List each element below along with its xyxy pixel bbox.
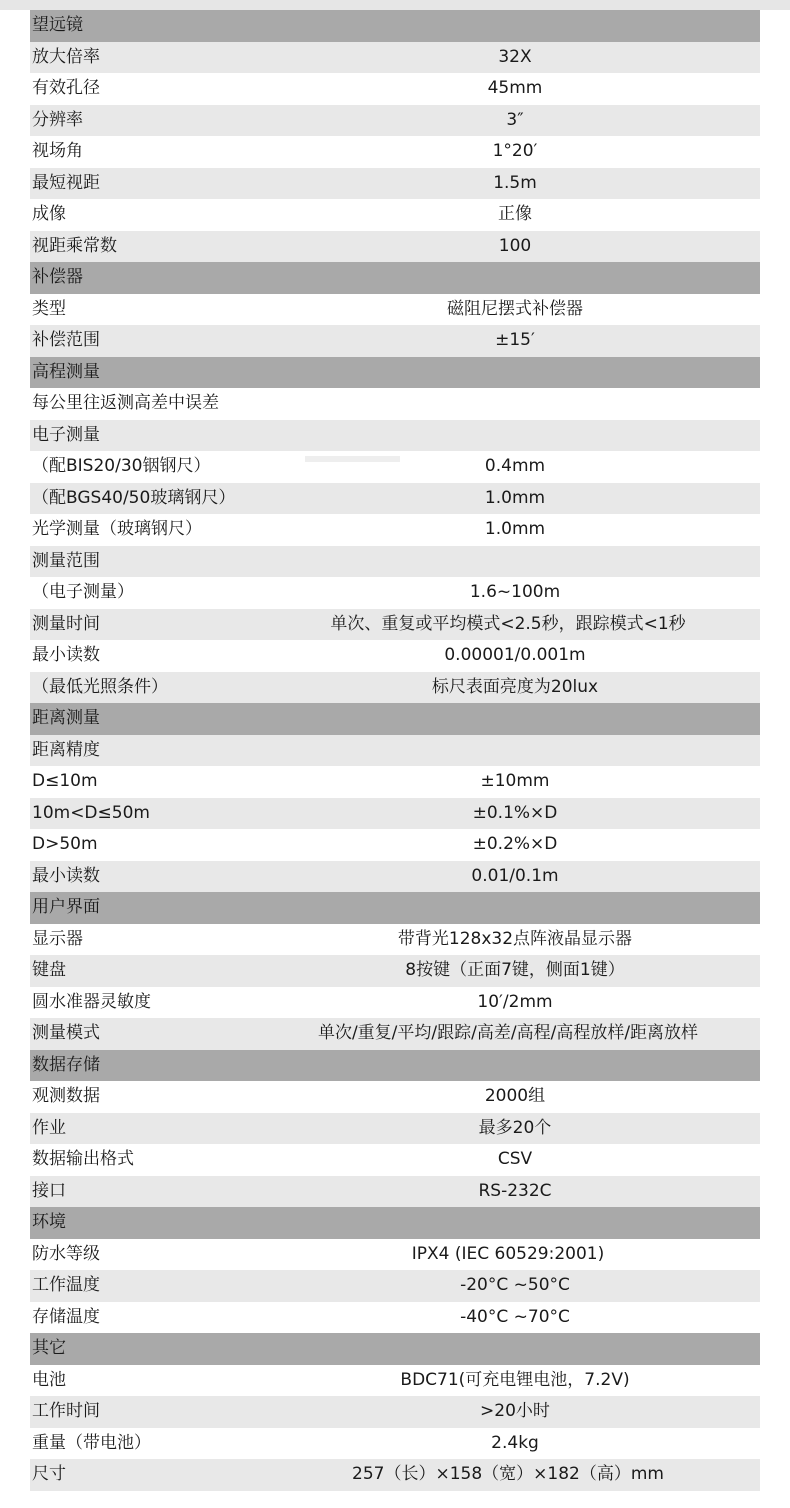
spec-value: RS-232C [478,1180,552,1201]
spec-value: 1.0mm [484,519,546,539]
spec-value: 1.0mm [484,487,546,508]
spec-row [30,42,760,74]
section-header [30,262,760,294]
spec-value: 最多20个 [478,1117,552,1138]
spec-value: ±10mm [480,771,550,791]
spec-label: 工作时间 [32,1401,100,1421]
spec-row [30,766,760,798]
spec-row [30,640,760,672]
spec-row [30,1396,760,1428]
spec-value: 单次、重复或平均模式<2.5秒，跟踪模式<1秒 [330,613,686,634]
section-header [30,1333,760,1365]
spec-table [30,10,760,1491]
spec-label: 视距乘常数 [32,235,117,256]
section-header [30,357,760,389]
spec-label: 工作温度 [32,1275,100,1295]
spec-label: （配BGS40/50玻璃钢尺） [32,487,236,508]
spec-value: ±0.1%×D [472,802,558,823]
spec-value: BDC71(可充电锂电池，7.2V) [400,1369,630,1390]
spec-value: 257（长）×158（宽）×182（高）mm [352,1464,664,1484]
spec-label: 电子测量 [32,424,100,445]
spec-label: 圆水准器灵敏度 [32,991,151,1012]
spec-row [30,136,760,168]
spec-value: 1.6~100m [469,582,561,602]
spec-row [30,609,760,641]
spec-row [30,829,760,861]
spec-value: 2.4kg [491,1432,539,1453]
spec-row [30,1365,760,1397]
spec-row [30,1176,760,1208]
spec-row [30,1428,760,1460]
spec-row [30,514,760,546]
section-title: 距离测量 [32,708,100,728]
spec-row [30,105,760,137]
section-header [30,10,760,42]
spec-label: 最小读数 [32,645,100,665]
spec-label: （电子测量） [32,582,134,602]
spec-label: 放大倍率 [32,46,100,67]
spec-value: 100 [498,235,532,256]
spec-row [30,861,760,893]
spec-label: 分辨率 [32,109,83,130]
spec-value: >20小时 [480,1401,550,1421]
spec-label: 作业 [32,1117,66,1138]
spec-label: 最小读数 [32,865,100,886]
spec-row [30,1113,760,1145]
spec-value: 8按键（正面7键，侧面1键） [405,960,625,980]
spec-label: 测量范围 [32,550,100,571]
spec-row [30,388,760,420]
spec-label: 距离精度 [32,739,100,760]
spec-value: 单次/重复/平均/跟踪/高差/高程/高程放样/距离放样 [317,1023,699,1043]
spec-row [30,1302,760,1334]
section-header [30,703,760,735]
spec-row [30,325,760,357]
spec-value: 正像 [498,204,532,224]
spec-value: 2000组 [484,1086,546,1106]
spec-row [30,483,760,515]
spec-value: 标尺表面亮度为20lux [431,676,599,697]
spec-row [30,1018,760,1050]
spec-value: -40°C ~70°C [460,1306,570,1327]
section-header [30,1050,760,1082]
spec-value: 带背光128x32点阵液晶显示器 [397,928,633,949]
spec-row [30,1239,760,1271]
spec-label: 键盘 [32,960,66,980]
spec-row [30,577,760,609]
spec-row [30,231,760,263]
spec-label: 类型 [32,298,66,319]
spec-row [30,420,760,452]
spec-value: 磁阻尼摆式补偿器 [447,298,583,319]
spec-row [30,73,760,105]
spec-row [30,672,760,704]
spec-label: 尺寸 [32,1464,66,1484]
spec-label: 成像 [32,204,66,224]
spec-label: 视场角 [32,141,83,161]
spec-label: （最低光照条件） [32,676,168,697]
spec-value: 0.4mm [484,456,546,476]
spec-label: 测量模式 [32,1023,100,1043]
spec-label: D≤10m [32,771,98,791]
spec-value: -20°C ~50°C [460,1275,570,1295]
section-title: 其它 [32,1338,66,1358]
section-title: 环境 [32,1212,66,1232]
section-header [30,1207,760,1239]
spec-row [30,294,760,326]
spec-row [30,955,760,987]
spec-value: 0.00001/0.001m [444,645,586,665]
spec-value: 3″ [506,109,524,130]
top-strip [0,0,790,10]
spec-label: 接口 [32,1180,66,1201]
spec-label: 光学测量（玻璃钢尺） [32,519,202,539]
spec-value: 45mm [487,78,543,98]
spec-label: （配BIS20/30铟钢尺） [32,456,211,476]
spec-label: 最短视距 [32,172,100,193]
spec-row [30,987,760,1019]
spec-row [30,199,760,231]
spec-value: 0.01/0.1m [471,865,559,886]
spec-row [30,546,760,578]
spec-row [30,1459,760,1491]
spec-row [30,1081,760,1113]
spec-value: 1.5m [493,172,537,193]
spec-label: 补偿范围 [32,330,100,350]
spec-value: ±0.2%×D [472,834,558,854]
spec-label: 观测数据 [32,1086,100,1106]
section-title: 补偿器 [32,267,83,287]
spec-label: 有效孔径 [32,78,100,98]
section-header [30,892,760,924]
spec-value: IPX4 (IEC 60529:2001) [411,1243,605,1264]
spec-row [30,1270,760,1302]
spec-label: 重量（带电池） [32,1432,151,1453]
section-title: 用户界面 [32,897,100,917]
spec-value: 1°20′ [492,141,538,161]
section-title: 望远镜 [32,15,83,35]
spec-label: 显示器 [32,928,83,949]
spec-label: 防水等级 [32,1243,100,1264]
spec-label: 测量时间 [32,613,100,634]
spec-label: D>50m [32,834,98,854]
spec-row [30,924,760,956]
spec-row [30,168,760,200]
spec-value: ±15′ [495,330,535,350]
spec-label: 电池 [32,1369,66,1390]
spec-value: 32X [498,46,532,67]
spec-row [30,735,760,767]
spec-row [30,798,760,830]
spec-value: CSV [497,1149,533,1169]
spec-value: 10′/2mm [477,991,553,1012]
spec-label: 数据输出格式 [32,1149,134,1169]
spec-label: 10m<D≤50m [32,802,150,823]
section-title: 数据存储 [32,1054,100,1075]
spec-row [30,451,760,483]
spec-label: 存储温度 [32,1306,100,1327]
section-title: 高程测量 [32,361,100,382]
spec-label: 每公里往返测高差中误差 [32,393,219,413]
spec-row [30,1144,760,1176]
